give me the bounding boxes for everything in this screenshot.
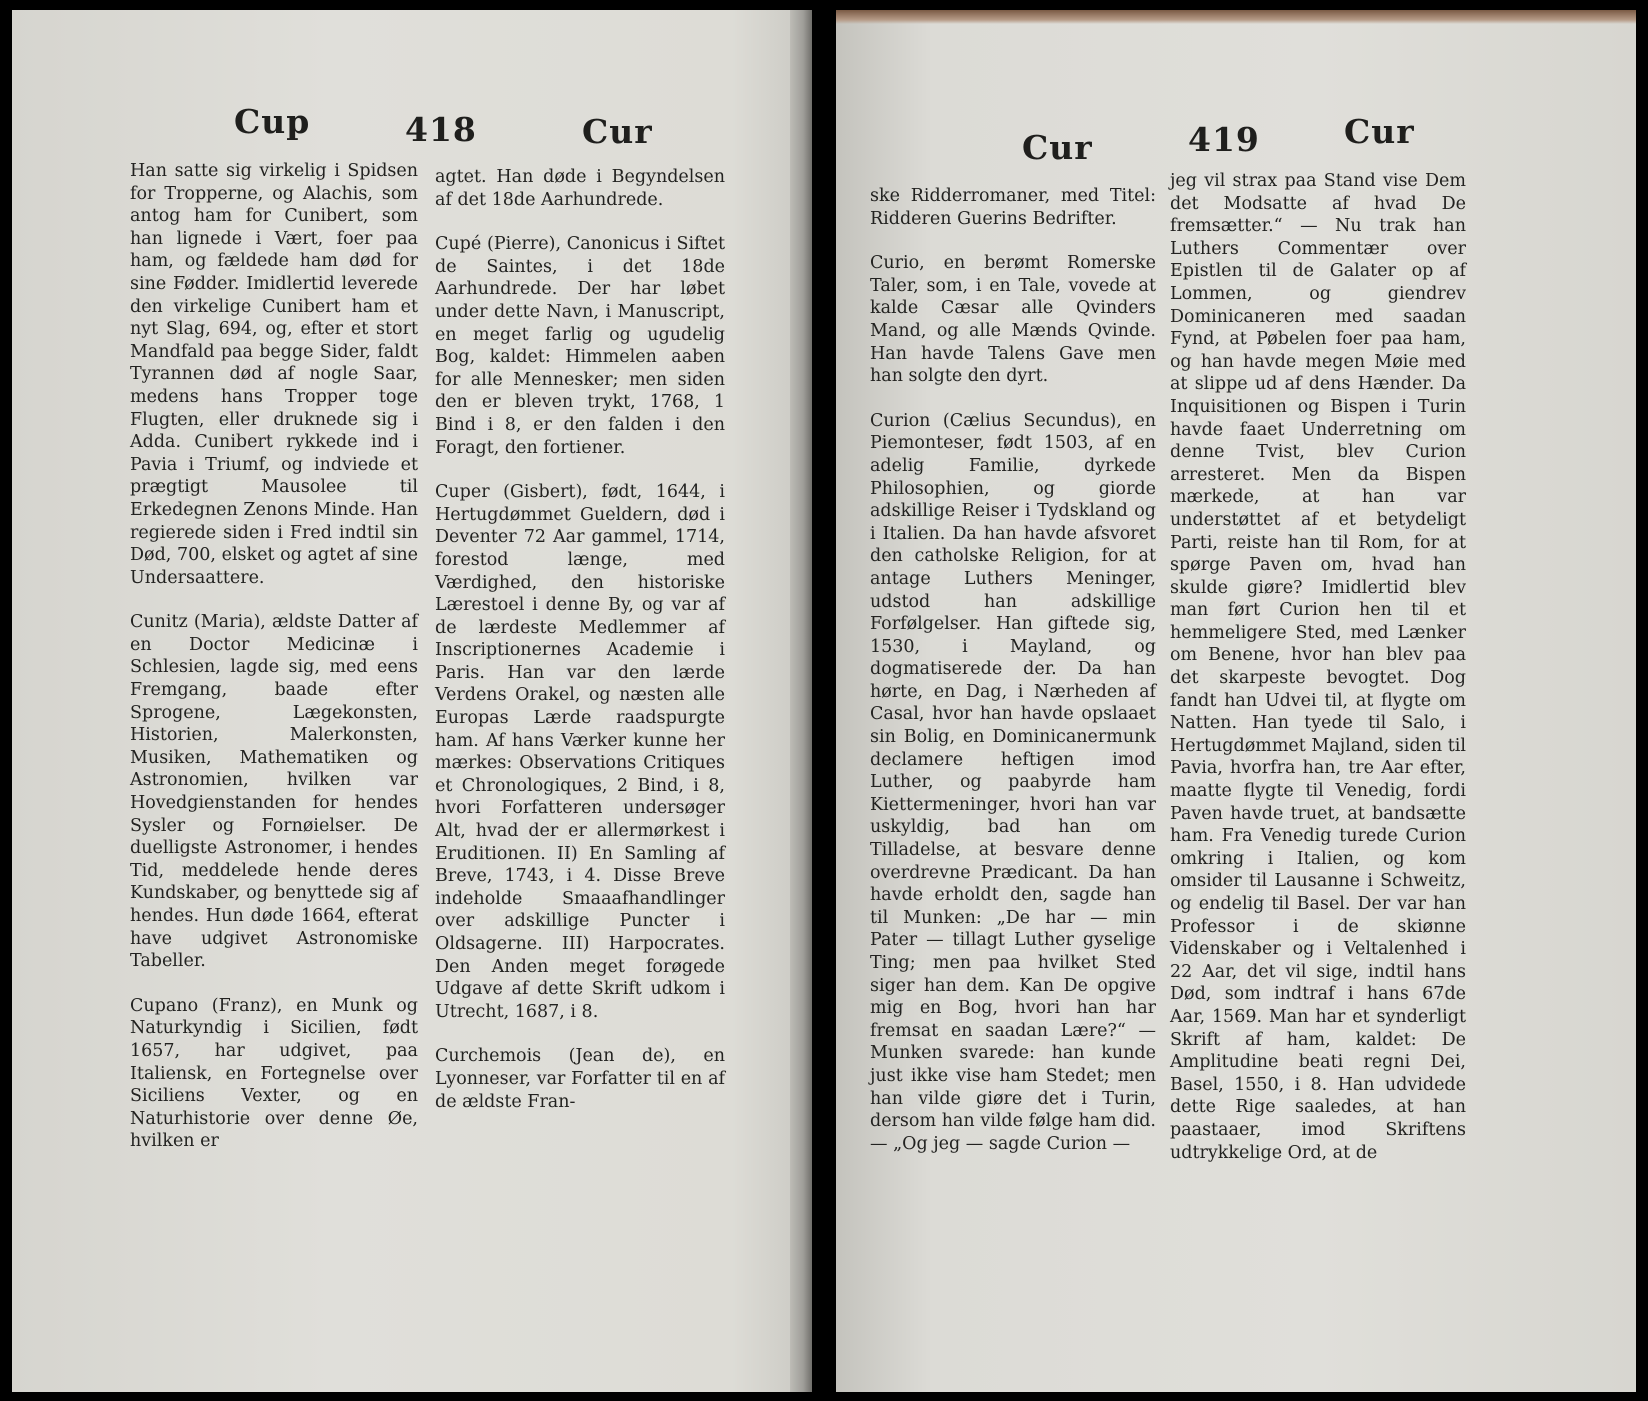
entry-cupe: Cupé (Pierre), Canonicus i Siftet de Saintes, i det 18de Aarhundrede. Der har løbet under dette Navn, i Manuscript, en meget farlig og ugudelig Bog, kaldet: Himmelen aaben for alle Mennesker; men siden den er bleven trykt, 1768, 1 Bind i 8, er den falden i den Foragt, den fortiener.: [435, 234, 725, 458]
page-number: 418: [405, 110, 477, 149]
header-left-word: Cur: [1022, 128, 1093, 167]
entry-curion: Curion (Cælius Secundus), en Piemonteser, født 1503, af en adelig Familie, dyrkede Philosophien, og giorde adskillige Reiser i Tydskland og i Italien. Da han havde afsvoret den catholske Religion, for at antage Luthers Meninger, udstod han adskillige Forfølgelser. Han giftede sig, 1530, i Mayland, og dogmatiserede der. Da han hørte, en Dag, i Nærheden af Casal, hvor han havde opslaaet sin Bolig, en Dominicanermunk declamere heftigen imod Luther, og paabyrde ham Kiettermeninger, hvori han var uskyldig, bad han om Tilladelse, at besvare denne overdrevne Prædicant. Da han havde erholdt den, sagde han til Munken: „De har — min Pater — tillagt Luther gyselige Ting; men paa hvilket Sted siger han dem. Kan De opgive mig en Bog, hvori han har fremsat en saadan Lære?“ — Munken svarede: han kunde just ikke vise ham Stedet; men han vilde giøre det i Turin, dersom han vilde følge ham did. — „Og jeg — sagde Curion —: [870, 410, 1156, 1154]
paragraph-continuation: ske Ridderromaner, med Titel: Ridderen Guerins Bedrifter.: [870, 186, 1156, 229]
page-number: 419: [1188, 120, 1260, 159]
header-right-word: Cur: [1344, 112, 1415, 151]
left-page: [12, 10, 812, 1392]
book-spine: [790, 10, 812, 1392]
right-page: [836, 10, 1636, 1392]
paragraph-continuation: agtet. Han døde i Begyndelsen af det 18de Aarhundrede.: [435, 167, 725, 210]
paragraph-curion-continued: jeg vil strax paa Stand vise Dem det Modsatte af hvad De fremsætter.“ — Nu trak han Luthers Commentær over Epistlen til de Galater op af Lommen, og giendrev Dominicaneren med saadan Fynd, at Pøbelen foer paa ham, og han havde megen Møie med at slippe ud af dens Hænder. Da Inquisitionen og Bispen i Turin havde faaet Underretning om denne Tvist, blev Curion arresteret. Men da Bispen mærkede, at han var understøttet af et betydeligt Parti, reiste han til Rom, for at spørge Paven om, hvad han skulde giøre? Imidlertid blev man ført Curion hen til et hemmeligere Sted, med Lænker om Benene, hvor han blev paa det skarpeste bevogtet. Dog fandt han Udvei til, at flygte om Natten. Han tyede til Salo, i Hertugdømmet Majland, siden til Pavia, hvorfra han, tre Aar efter, maatte flygte til Venedig, fordi Paven havde truet, at bandsætte ham. Fra Venedig turede Curion omkring i Italien, og kom omsider til Lausanne i Schweitz, og endelig til Basel. Der var han Professor i de skiønne Videnskaber og i Veltalenhed i 22 Aar, det vil sige, indtil hans Død, som indtraf i hans 67de Aar, 1569. Man har et synderligt Skrift af ham, kaldet: De Amplitudine beati regni Dei, Basel, 1550, i 8. Han udvidede dette Rige saaledes, at han paastaaer, imod Skriftens udtrykkelige Ord, at de: [1170, 171, 1466, 1163]
header-left-word: Cup: [234, 102, 311, 141]
entry-cuper: Cuper (Gisbert), født, 1644, i Hertugdømmet Gueldern, død i Deventer 72 Aar gammel, 1714, forestod længe, med Værdighed, den historiske Lærestoel i denne By, og var af de lærdeste Medlemmer af Inscriptionernes Academie i Paris. Han var den lærde Verdens Orakel, og næsten alle Europas Lærde raadspurgte ham. Af hans Værker kunne her mærkes: Observations Critiques et Chronologiques, 2 Bind, i 8, hvori Forfatteren undersøger Alt, hvad der er allermørkest i Eruditionen. II) En Samling af Breve, 1743, i 4. Disse Breve indeholde Smaaafhandlinger over adskillige Puncter i Oldsagerne. III) Harpocrates. Den Anden meget forøgede Udgave af dette Skrift udkom i Utrecht, 1687, i 8.: [435, 482, 725, 1022]
text-column-2: [1170, 170, 1466, 1164]
entry-curio: Curio, en berømt Romerske Taler, som, i en Tale, vovede at kalde Cæsar alle Qvinders Mand, og alle Mænds Qvinde. Han havde Talens Gave men han solgte den dyrt.: [870, 253, 1156, 387]
header-right-word: Cur: [582, 112, 653, 151]
paragraph-cunibert-story: Han satte sig virkelig i Spidsen for Tropperne, og Alachis, som antog ham for Cunibert, som han lignede i Vært, foer paa ham, og fældede ham død for sine Fødder. Imidlertid leverede den virkelige Cunibert ham et nyt Slag, 694, og, efter et stort Mandfald paa begge Sider, faldt Tyrannen død af nogle Saar, medens hans Tropper toge Flugten, eller druknede sig i Adda. Cunibert rykkede ind i Pavia i Triumf, og indviede et prægtigt Mausolee til Erkedegnen Zenons Minde. Han regierede siden i Fred indtil sin Død, 700, elsket og agtet af sine Undersaattere.: [130, 161, 418, 588]
text-column-2: [435, 166, 725, 1113]
entry-cupano: Cupano (Franz), en Munk og Naturkyndig i Sicilien, født 1657, har udgivet, paa Italiensk, en Fortegnelse over Siciliens Vexter, og en Naturhistorie over denne Øe, hvilken er: [130, 995, 418, 1152]
entry-curchemois: Curchemois (Jean de), en Lyonneser, var Forfatter til en af de ældste Fran-: [435, 1046, 725, 1112]
text-column-1: [870, 185, 1156, 1155]
entry-cunitz: Cunitz (Maria), ældste Datter af en Doctor Medicinæ i Schlesien, lagde sig, med eens Fremgang, baade efter Sprogene, Lægekonsten, Historien, Malerkonsten, Musiken, Mathematiken og Astronomien, hvilken var Hovedgienstanden for hendes Sysler og Fornøielser. De duelligste Astronomer, i hendes Tid, meddelede hende deres Kundskaber, og benyttede sig af hendes. Hun døde 1664, efterat have udgivet Astronomiske Tabeller.: [130, 612, 418, 972]
text-column-1: [130, 160, 418, 1153]
